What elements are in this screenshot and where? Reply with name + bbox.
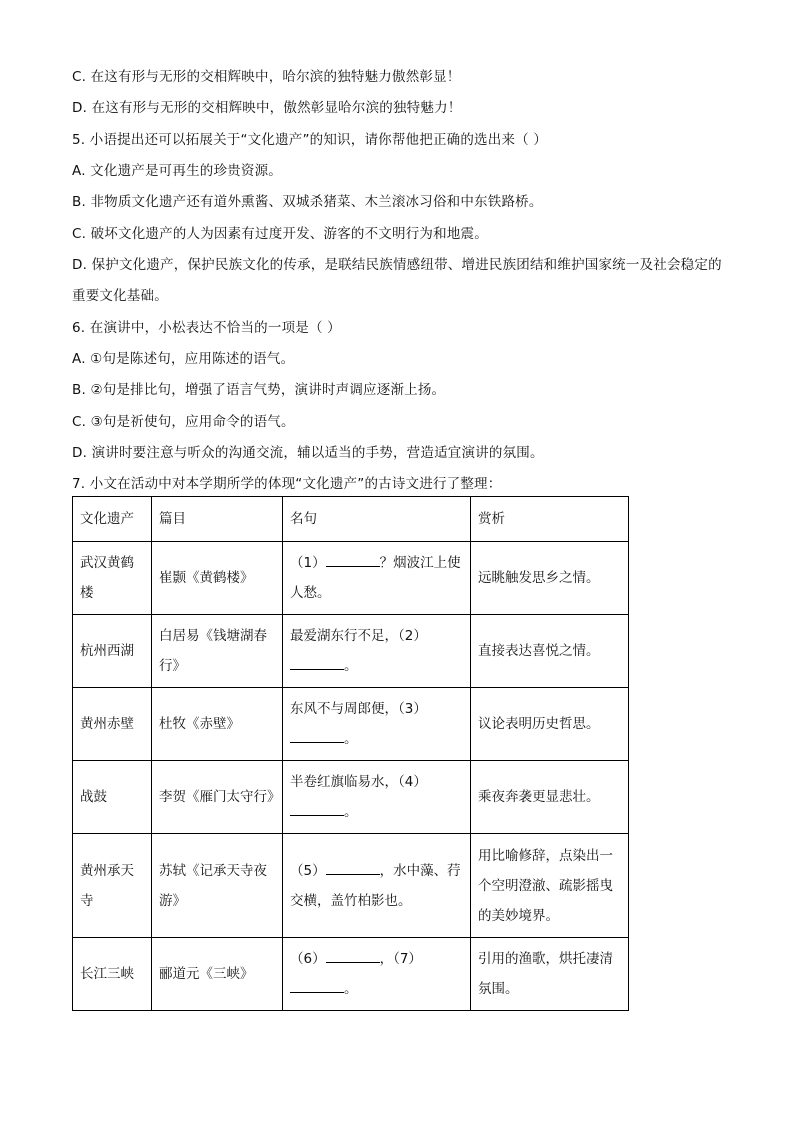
header-quote: 名句 [283,497,471,542]
quote-suffix: 。 [344,731,358,747]
answer-blank [290,653,344,670]
cell-appreciation: 用比喻修辞，点染出一个空明澄澈、疏影摇曳的美妙境界。 [471,834,629,938]
quote-prefix: （1） [290,555,326,571]
cell-heritage: 武汉黄鹤楼 [73,542,152,615]
option-6b: B. ②句是排比句，增强了语言气势，演讲时声调应逐渐上扬。 [72,382,446,398]
cell-heritage: 战鼓 [73,761,152,834]
answer-blank [290,976,344,993]
cell-quote [283,761,471,834]
option-5d-line: D. 在这有形与无形的交相辉映中，傲然彰显哈尔滨的独特魅力！ [72,100,462,116]
quote-middle: ，（7） [379,951,422,967]
cell-appreciation: 乘夜奔袭更显悲壮。 [471,761,629,834]
header-title: 篇目 [152,497,283,542]
header-appreciation: 赏析 [471,497,629,542]
cell-appreciation: 远眺触发思乡之情。 [471,542,629,615]
cell-quote [283,688,471,761]
answer-blank [326,858,380,875]
cell-appreciation: 直接表达喜悦之情。 [471,615,629,688]
cell-title: 白居易《钱塘湖春行》 [152,615,283,688]
answer-blank [326,946,380,963]
table-row [73,615,629,688]
quote-prefix: 半卷红旗临易水，（4） [290,774,427,790]
cell-quote [283,615,471,688]
question-5: 5. 小语提出还可以拓展关于“文化遗产”的知识，请你帮他把正确的选出来（ ） [72,132,548,148]
answer-blank [326,550,380,567]
answer-blank [290,726,344,743]
cell-heritage: 长江三峡 [73,938,152,1011]
quote-suffix: 。 [344,981,358,997]
cell-quote [283,542,471,615]
cell-appreciation: 引用的渔歌，烘托凄清氛围。 [471,938,629,1011]
cell-quote [283,938,471,1011]
quote-prefix: （5） [290,862,326,879]
quote-suffix: ，水中藻、荇交横，盖竹柏影也。 [290,862,461,909]
table-row [73,834,629,938]
cell-title: 杜牧《赤壁》 [152,688,283,761]
quote-prefix: 最爱湖东行不足，（2） [290,628,427,644]
cell-heritage: 黄州赤壁 [73,688,152,761]
option-6a: A. ①句是陈述句，应用陈述的语气。 [72,351,295,367]
table-header-row [73,497,629,542]
question-7: 7. 小文在活动中对本学期所学的体现“文化遗产”的古诗文进行了整理： [72,476,502,492]
quote-suffix: 。 [344,804,358,820]
cell-title: 崔颢《黄鹤楼》 [152,542,283,615]
option-6d: D. 演讲时要注意与听众的沟通交流，辅以适当的手势，营造适宜演讲的氛围。 [72,445,544,461]
quote-prefix: （6） [290,951,326,967]
cell-title: 苏轼《记承天寺夜游》 [152,834,283,938]
quote-suffix: 。 [344,658,358,674]
cell-quote [283,834,471,938]
table-row [73,542,629,615]
cell-appreciation: 议论表明历史哲思。 [471,688,629,761]
table-row [73,688,629,761]
heritage-table [72,496,629,1011]
table-row [73,761,629,834]
cell-title: 郦道元《三峡》 [152,938,283,1011]
table-row [73,938,629,1011]
cell-title: 李贺《雁门太守行》 [152,761,283,834]
cell-heritage: 杭州西湖 [73,615,152,688]
option-c: C. 破坏文化遗产的人为因素有过度开发、游客的不文明行为和地震。 [72,226,488,242]
option-5c-line: C. 在这有形与无形的交相辉映中，哈尔滨的独特魅力傲然彰显！ [72,69,461,85]
question-6: 6. 在演讲中，小松表达不恰当的一项是（ ） [72,320,341,336]
quote-prefix: 东风不与周郎便，（3） [290,701,427,717]
option-6c: C. ③句是祈使句，应用命令的语气。 [72,414,295,430]
quote-suffix: ？烟波江上使人愁。 [290,555,461,601]
answer-blank [290,799,344,816]
option-d: D. 保护文化遗产，保护民族文化的传承，是联结民族情感纽带、增进民族团结和维护国家统一及社会稳定的重要文化基础。 [72,257,722,304]
cell-heritage: 黄州承天寺 [73,834,152,938]
option-b: B. 非物质文化遗产还有道外熏酱、双城杀猪菜、木兰滚冰习俗和中东铁路桥。 [72,194,543,210]
header-heritage: 文化遗产 [73,497,152,542]
option-a: A. 文化遗产是可再生的珍贵资源。 [72,163,282,179]
